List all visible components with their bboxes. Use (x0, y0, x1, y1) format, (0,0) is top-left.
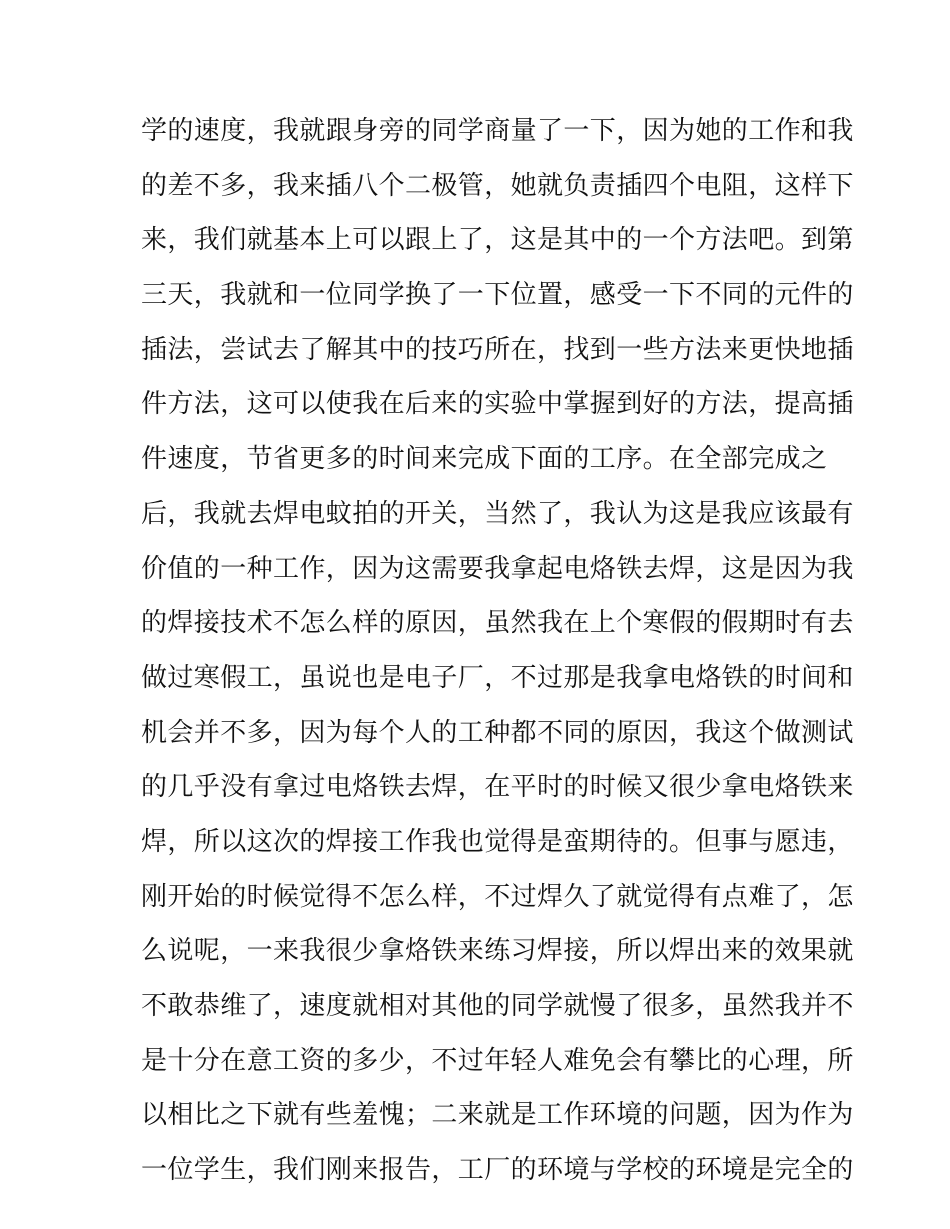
text-line: 插法，尝试去了解其中的技巧所在，找到一些方法来更快地插 (141, 334, 854, 365)
text-line: 件速度，节省更多的时间来完成下面的工序。在全部完成之 (141, 444, 828, 475)
text-line: 来，我们就基本上可以跟上了，这是其中的一个方法吧。到第 (141, 225, 854, 256)
text-line: 的焊接技术不怎么样的原因，虽然我在上个寒假的假期时有去 (141, 608, 854, 639)
text-line: 后，我就去焊电蚊拍的开关，当然了，我认为这是我应该最有 (141, 498, 854, 529)
body-text (141, 104, 854, 1198)
text-line: 机会并不多，因为每个人的工种都不同的原因，我这个做测试 (141, 717, 854, 748)
text-line: 焊，所以这次的焊接工作我也觉得是蛮期待的。但事与愿违， (141, 826, 854, 857)
text-line: 么说呢，一来我很少拿烙铁来练习焊接，所以焊出来的效果就 (141, 936, 854, 967)
text-line: 刚开始的时候觉得不怎么样，不过焊久了就觉得有点难了，怎 (141, 881, 854, 912)
text-line: 做过寒假工，虽说也是电子厂，不过那是我拿电烙铁的时间和 (141, 662, 854, 693)
text-line: 的差不多，我来插八个二极管，她就负责插四个电阻，这样下 (141, 170, 854, 201)
text-line: 不敢恭维了，速度就相对其他的同学就慢了很多，虽然我并不 (141, 991, 854, 1021)
text-line: 一位学生，我们刚来报告，工厂的环境与学校的环境是完全的 (141, 1155, 854, 1186)
text-line: 价值的一种工作，因为这需要我拿起电烙铁去焊，这是因为我 (141, 553, 854, 584)
text-line: 是十分在意工资的多少，不过年轻人难免会有攀比的心理，所 (141, 1045, 854, 1076)
text-line: 件方法，这可以使我在后来的实验中掌握到好的方法，提高插 (141, 389, 854, 420)
text-line: 三天，我就和一位同学换了一下位置，感受一下不同的元件的 (141, 280, 854, 311)
text-line: 以相比之下就有些羞愧；二来就是工作环境的问题，因为作为 (141, 1100, 854, 1131)
text-line: 的几乎没有拿过电烙铁去焊，在平时的时候又很少拿电烙铁来 (141, 772, 854, 803)
text-line: 学的速度，我就跟身旁的同学商量了一下，因为她的工作和我 (141, 116, 854, 146)
